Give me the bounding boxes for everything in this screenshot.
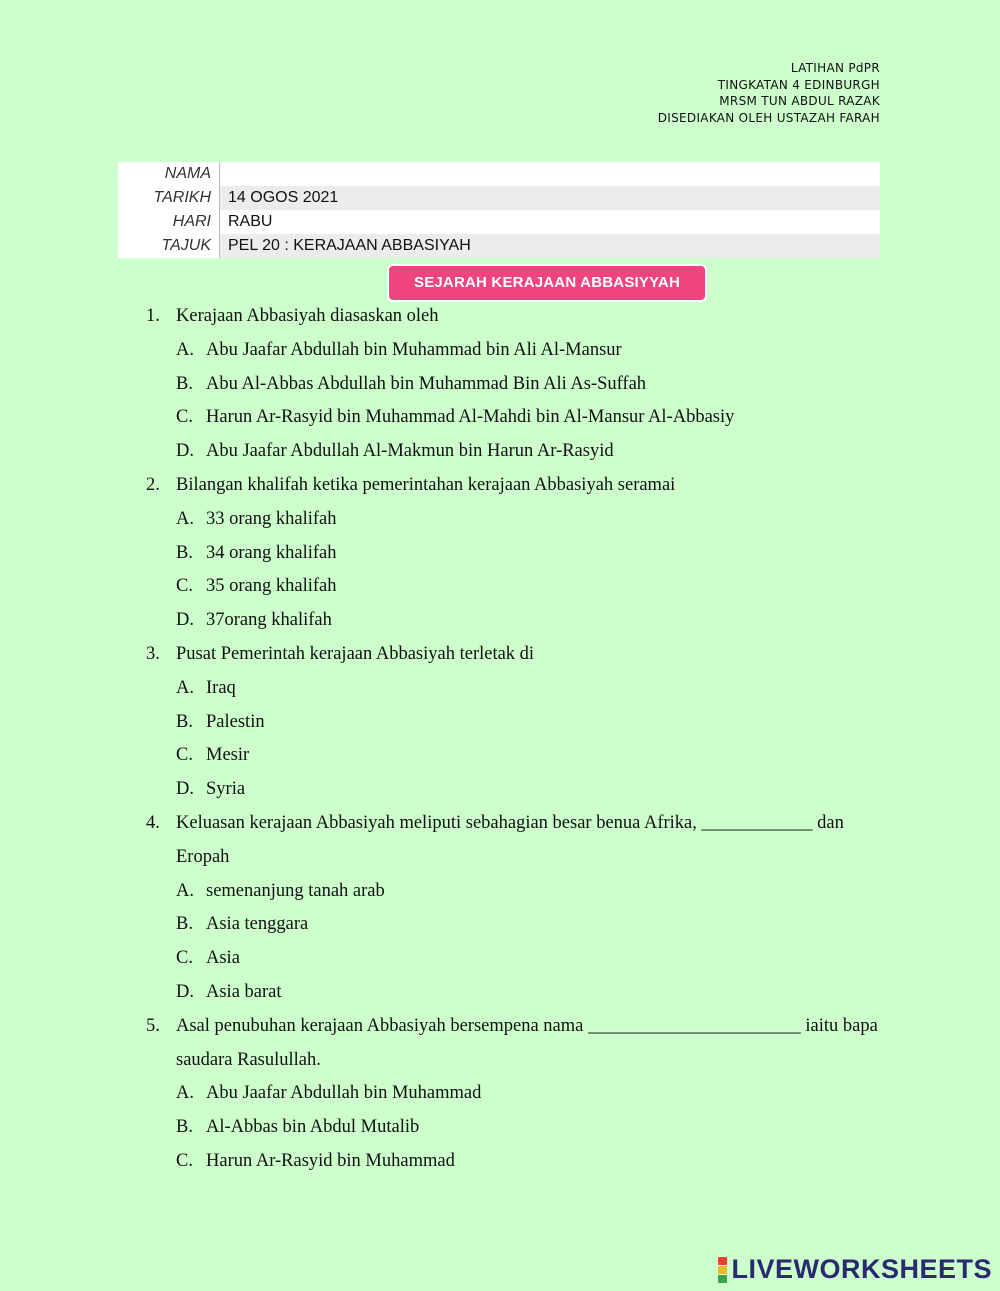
- tarikh-label: TARIKH: [118, 186, 220, 210]
- option-letter: A.: [176, 508, 194, 529]
- option-letter: D.: [176, 779, 194, 800]
- info-row-tajuk: [118, 234, 880, 258]
- option-text: Abu Al-Abbas Abdullah bin Muhammad Bin Ali As-Suffah: [206, 373, 647, 394]
- option-text: Mesir: [206, 745, 250, 766]
- info-row-hari: [118, 210, 880, 234]
- option-text: Syria: [206, 779, 246, 800]
- option-letter: A.: [176, 880, 194, 901]
- nama-field[interactable]: [220, 162, 880, 186]
- option-1b[interactable]: [146, 368, 886, 402]
- logo-block-yellow: [718, 1266, 727, 1274]
- option-5b[interactable]: [146, 1111, 886, 1145]
- question-number: 5.: [146, 1015, 160, 1036]
- worksheet-title-banner: SEJARAH KERAJAAN ABBASIYYAH: [387, 264, 707, 302]
- option-letter: D.: [176, 610, 194, 631]
- option-text: Palestin: [206, 711, 265, 732]
- option-text: Abu Jaafar Abdullah bin Muhammad: [206, 1083, 482, 1104]
- liveworksheets-logo[interactable]: [718, 1254, 992, 1285]
- question-4: [146, 807, 886, 875]
- student-info-table: [118, 162, 880, 258]
- option-letter: B.: [176, 542, 193, 563]
- option-letter: A.: [176, 339, 194, 360]
- option-1a[interactable]: [146, 334, 886, 368]
- option-text: 35 orang khalifah: [206, 576, 337, 597]
- info-row-tarikh: [118, 186, 880, 210]
- tajuk-label: TAJUK: [118, 234, 220, 258]
- option-2c[interactable]: [146, 570, 886, 604]
- option-text: 33 orang khalifah: [206, 508, 337, 529]
- option-letter: A.: [176, 677, 194, 698]
- question-text: Asal penubuhan kerajaan Abbasiyah bersempena nama _______________________ iaitu bapa saudara Rasulullah.: [176, 1015, 878, 1070]
- option-text: Abu Jaafar Abdullah bin Muhammad bin Ali Al-Mansur: [206, 339, 622, 360]
- option-4b[interactable]: [146, 908, 886, 942]
- hari-value: RABU: [228, 213, 273, 230]
- question-text: Keluasan kerajaan Abbasiyah meliputi sebahagian besar benua Afrika, ____________ dan Eropah: [176, 812, 844, 867]
- header-line: DISEDIAKAN OLEH USTAZAH FARAH: [657, 110, 880, 125]
- option-text: Harun Ar-Rasyid bin Muhammad Al-Mahdi bin Al-Mansur Al-Abbasiy: [206, 407, 735, 428]
- logo-block-green: [718, 1275, 727, 1283]
- option-2d[interactable]: [146, 604, 886, 638]
- nama-label: NAMA: [118, 162, 220, 186]
- header-line: TINGKATAN 4 EDINBURGH: [717, 77, 880, 92]
- option-text: semenanjung tanah arab: [206, 880, 385, 901]
- option-letter: B.: [176, 914, 193, 935]
- option-letter: C.: [176, 1150, 193, 1171]
- question-2: [146, 469, 886, 503]
- info-row-nama: [118, 162, 880, 186]
- question-list: [146, 300, 886, 1179]
- logo-text: LIVEWORKSHEETS: [731, 1254, 992, 1284]
- question-number: 4.: [146, 812, 160, 833]
- option-2a[interactable]: [146, 503, 886, 537]
- question-number: 3.: [146, 643, 160, 664]
- option-3d[interactable]: [146, 773, 886, 807]
- option-letter: D.: [176, 981, 194, 1002]
- logo-blocks-icon: [718, 1257, 727, 1283]
- option-3c[interactable]: [146, 739, 886, 773]
- question-number: 2.: [146, 474, 160, 495]
- option-5c[interactable]: [146, 1145, 886, 1179]
- option-text: Asia: [206, 948, 240, 969]
- option-letter: B.: [176, 373, 193, 394]
- option-letter: B.: [176, 711, 193, 732]
- header-line: LATIHAN PdPR: [790, 61, 880, 75]
- option-letter: C.: [176, 407, 193, 428]
- header-line: MRSM TUN ABDUL RAZAK: [719, 94, 880, 108]
- logo-block-red: [718, 1257, 727, 1265]
- option-5a[interactable]: [146, 1077, 886, 1111]
- hari-label: HARI: [118, 210, 220, 234]
- option-letter: B.: [176, 1117, 193, 1138]
- question-text: Pusat Pemerintah kerajaan Abbasiyah terletak di: [176, 643, 535, 664]
- option-4c[interactable]: [146, 942, 886, 976]
- question-text: Kerajaan Abbasiyah diasaskan oleh: [176, 306, 439, 326]
- option-text: Asia barat: [206, 981, 282, 1002]
- option-4a[interactable]: [146, 875, 886, 909]
- option-text: Abu Jaafar Abdullah Al-Makmun bin Harun Ar-Rasyid: [206, 441, 614, 462]
- option-4d[interactable]: [146, 976, 886, 1010]
- question-number: 1.: [146, 306, 160, 326]
- question-text: Bilangan khalifah ketika pemerintahan kerajaan Abbasiyah seramai: [176, 474, 676, 495]
- question-5: [146, 1010, 886, 1078]
- tarikh-value: 14 OGOS 2021: [228, 189, 339, 206]
- option-letter: D.: [176, 441, 194, 462]
- question-1: [146, 300, 886, 334]
- option-3b[interactable]: [146, 706, 886, 740]
- option-letter: C.: [176, 745, 193, 766]
- worksheet-header-info: [658, 60, 880, 126]
- tajuk-value: PEL 20 : KERAJAAN ABBASIYAH: [228, 237, 471, 254]
- option-2b[interactable]: [146, 537, 886, 571]
- option-letter: C.: [176, 948, 193, 969]
- option-text: 34 orang khalifah: [206, 542, 337, 563]
- option-1d[interactable]: [146, 435, 886, 469]
- option-text: Harun Ar-Rasyid bin Muhammad: [206, 1150, 455, 1171]
- option-text: Iraq: [206, 677, 236, 698]
- option-1c[interactable]: [146, 401, 886, 435]
- option-text: Al-Abbas bin Abdul Mutalib: [206, 1117, 420, 1138]
- option-text: Asia tenggara: [206, 914, 309, 935]
- option-letter: A.: [176, 1083, 194, 1104]
- option-text: 37orang khalifah: [206, 610, 332, 631]
- question-3: [146, 638, 886, 672]
- option-letter: C.: [176, 576, 193, 597]
- option-3a[interactable]: [146, 672, 886, 706]
